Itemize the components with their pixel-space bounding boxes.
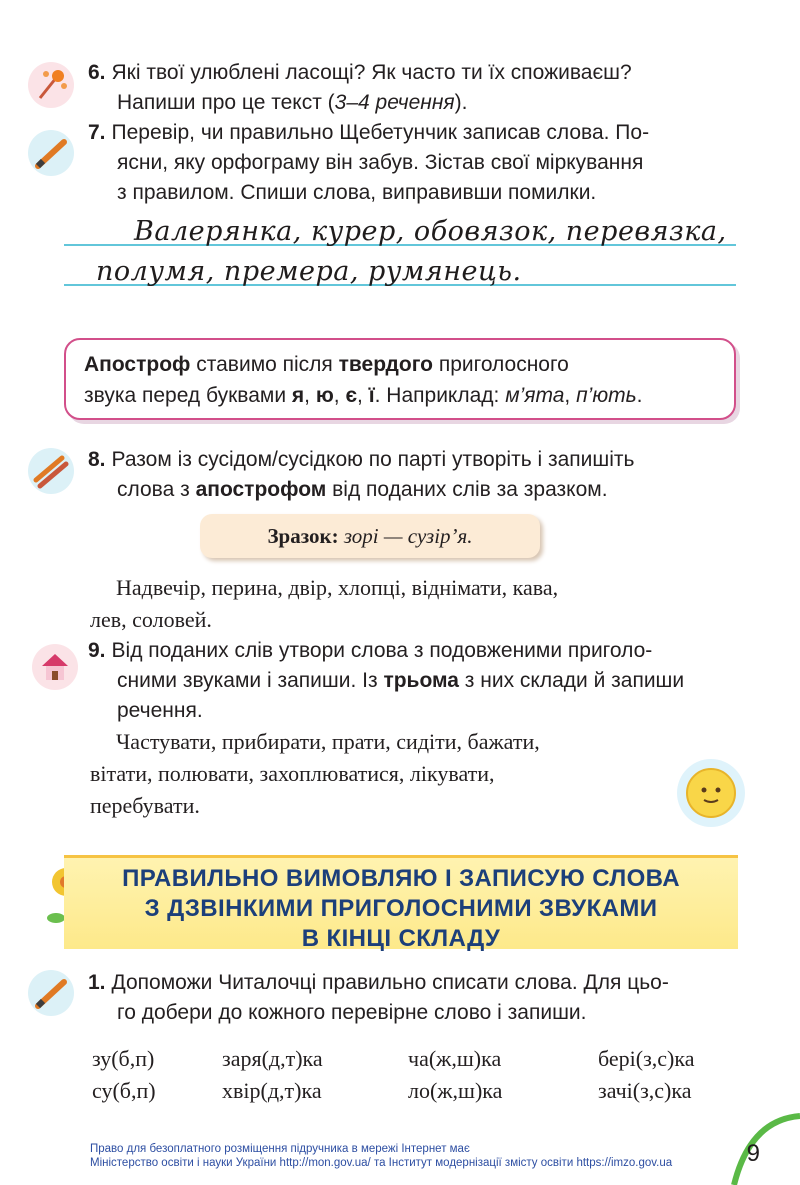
word-line: перебувати. [90,793,200,818]
task-number: 8. [88,448,106,471]
rule-text: , [564,384,577,407]
word-cell: ча(ж,ш)ка [408,1046,502,1071]
rule-text: , [357,384,369,407]
word-line: вітати, полювати, захоплюватися, лікувати, [90,761,495,786]
rule-text: . [636,384,643,407]
task-text: з них склади й запиши [458,669,685,692]
task-1 [88,968,738,1028]
house-icon [32,644,78,690]
rule-text: приголосного [433,353,569,376]
banner-title-line: В КІНЦІ СКЛАДУ [301,925,501,952]
handwritten-line-2: полумя, премера, румянець. [96,256,522,287]
section-banner [64,855,738,952]
rule-letter: ю [315,384,334,407]
footer [90,1142,730,1170]
word-cell: зачі(з,с)ка [598,1078,692,1103]
task-number: 7. [88,121,106,144]
task-text: ). [454,91,468,114]
task-text: Які твої улюблені ласощі? Як часто ти їх споживаєш? [111,61,632,84]
two-pens-icon [28,448,74,494]
rule-text: . Наприклад: [374,384,506,407]
rule-text: ставимо після [190,353,339,376]
task-text: Допоможи Читалочці правильно списати слова. Для цьо- [111,971,669,994]
rule-text: , [304,384,316,407]
footer-line: Міністерство освіти і науки України http://mon.gov.ua/ та Інститут модернізації змісту освіти https://imzo.gov.ua [90,1157,673,1169]
task-bold: апострофом [195,478,327,501]
task-7 [88,118,738,208]
task-text: від поданих слів за зразком. [326,478,608,501]
task-text: го добери до кожного перевірне слово і запиши. [117,1001,587,1024]
task-number: 1. [88,971,106,994]
task-text: сними звуками і запиши. Із [117,669,384,692]
sun-face-icon [676,758,746,828]
task-text: ясни, яку орфограму він забув. Зістав свої міркування [117,151,644,174]
sample-label: Зразок: [267,524,339,548]
pen-icon [28,130,74,176]
task-text: Перевір, чи правильно Щебетунчик записав слова. По- [111,121,650,144]
word-cell: зу(б,п) [92,1046,155,1071]
task-text: Від поданих слів утвори слова з подовженими приголо- [111,639,653,662]
rule-text: звука перед буквами [84,384,292,407]
sample-text: зорі — сузір’я. [338,524,473,548]
task-text: Разом із сусідом/сусідкою по парті утворіть і запишіть [111,448,635,471]
task-6 [88,58,738,118]
rule-letter: є [345,384,358,407]
task-number: 6. [88,61,106,84]
rule-letter: я [291,384,305,407]
page-number: 9 [746,1140,760,1167]
apostrophe-rule-box [64,338,736,420]
task-text: речення. [117,699,203,722]
rule-letter: ї [368,384,375,407]
handwritten-line-1: Валерянка, курер, обовязок, перевязка, [134,216,727,247]
task-emphasis: 3–4 речення [334,91,455,114]
word-cell: бері(з,с)ка [598,1046,695,1071]
task-8 [88,445,738,505]
rule-term: Апостроф [84,353,191,376]
word-cell: хвір(д,т)ка [222,1078,322,1103]
rule-example: м’ята [505,384,565,407]
banner-title-line: З ДЗВІНКИМИ ПРИГОЛОСНИМИ ЗВУКАМИ [144,895,658,922]
word-list-9 [90,726,750,822]
magic-wand-icon [28,62,74,108]
word-list-8 [90,572,740,636]
word-cell: су(б,п) [92,1078,156,1103]
word-line: Частувати, прибирати, прати, сидіти, бажати, [116,729,540,754]
rule-text: , [333,384,346,407]
sample-box [200,514,540,558]
pen-icon [28,970,74,1016]
task-number: 9. [88,639,106,662]
rule-example: п’ють [576,384,637,407]
task-text: з правилом. Спиши слова, виправивши помилки. [117,181,597,204]
rule-term: твердого [338,353,433,376]
word-cell: ло(ж,ш)ка [408,1078,503,1103]
task-text: слова з [117,478,196,501]
word-cell: заря(д,т)ка [222,1046,323,1071]
word-line: лев, соловей. [90,607,212,632]
banner-title-line: ПРАВИЛЬНО ВИМОВЛЯЮ І ЗАПИСУЮ СЛОВА [122,865,680,892]
word-line: Надвечір, перина, двір, хлопці, віднімати, кава, [116,575,559,600]
task-9 [88,636,738,726]
task-text: Напиши про це текст ( [117,91,335,114]
task-bold: трьома [383,669,459,692]
footer-line: Право для безоплатного розміщення підручника в мережі Інтернет має [90,1143,470,1155]
